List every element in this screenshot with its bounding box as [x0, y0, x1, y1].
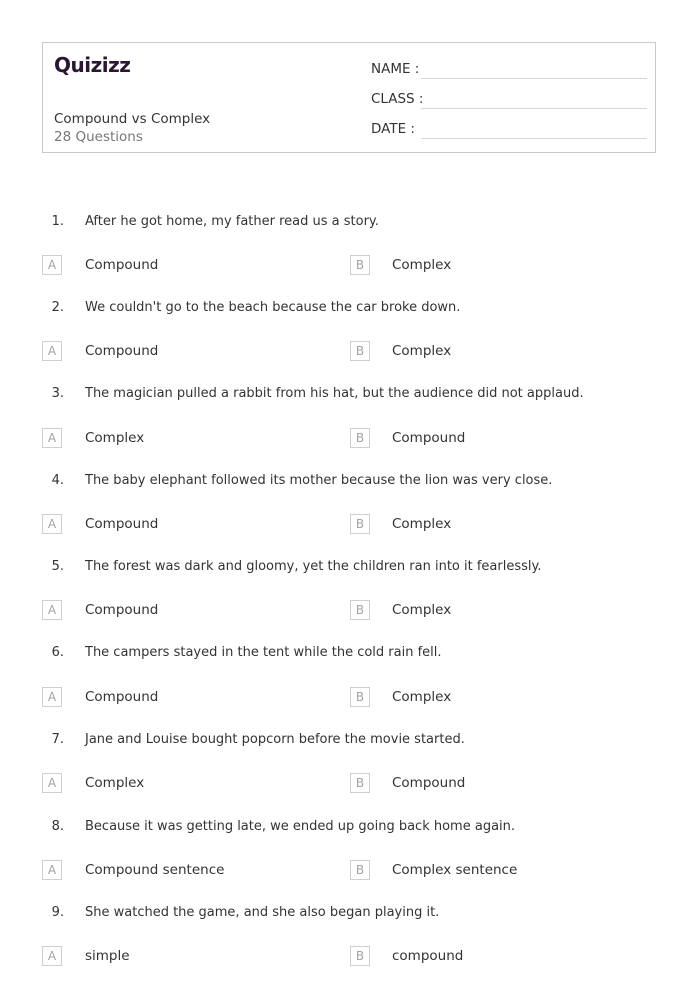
question-text: Jane and Louise bought popcorn before the movie started. [85, 732, 465, 747]
option-b-text[interactable]: Complex [392, 689, 452, 705]
question-text: The baby elephant followed its mother because the lion was very close. [85, 473, 553, 488]
question-text: The magician pulled a rabbit from his hat, but the audience did not applaud. [85, 386, 584, 401]
option-a-box[interactable]: A [42, 946, 62, 966]
option-a-box[interactable]: A [42, 514, 62, 534]
question-text: She watched the game, and she also began playing it. [85, 905, 440, 920]
option-b-text[interactable]: Complex [392, 257, 452, 273]
option-a-text[interactable]: Complex [85, 430, 145, 446]
question-number: 8. [51, 819, 64, 834]
option-b-box[interactable]: B [350, 514, 370, 534]
option-a-text[interactable]: Compound [85, 602, 159, 618]
worksheet-header [42, 42, 656, 153]
name-field[interactable] [371, 61, 647, 81]
option-b-text[interactable]: compound [392, 948, 464, 964]
option-a-text[interactable]: simple [85, 948, 130, 964]
option-a-text[interactable]: Compound [85, 343, 159, 359]
option-a-text[interactable]: Compound [85, 257, 159, 273]
question-number: 2. [51, 300, 64, 315]
name-line[interactable] [421, 78, 647, 79]
option-a-text[interactable]: Compound sentence [85, 862, 225, 878]
option-b-text[interactable]: Complex [392, 602, 452, 618]
quizizz-logo: Quizizz [54, 53, 131, 77]
option-a-box[interactable]: A [42, 687, 62, 707]
question-text: We couldn't go to the beach because the car broke down. [85, 300, 461, 315]
question-number: 1. [51, 214, 64, 229]
question-number: 6. [51, 645, 64, 660]
option-b-text[interactable]: Complex sentence [392, 862, 518, 878]
option-a-box[interactable]: A [42, 428, 62, 448]
option-b-box[interactable]: B [350, 341, 370, 361]
option-b-text[interactable]: Complex [392, 343, 452, 359]
option-a-text[interactable]: Complex [85, 775, 145, 791]
option-b-box[interactable]: B [350, 773, 370, 793]
date-field[interactable] [371, 121, 647, 141]
class-line[interactable] [421, 108, 647, 109]
question-text: After he got home, my father read us a story. [85, 214, 379, 229]
option-b-box[interactable]: B [350, 600, 370, 620]
option-b-box[interactable]: B [350, 687, 370, 707]
option-a-box[interactable]: A [42, 600, 62, 620]
class-field[interactable] [371, 91, 647, 111]
class-label: CLASS : [371, 91, 424, 107]
option-b-box[interactable]: B [350, 255, 370, 275]
option-b-text[interactable]: Compound [392, 430, 466, 446]
option-b-box[interactable]: B [350, 860, 370, 880]
option-a-box[interactable]: A [42, 341, 62, 361]
option-b-text[interactable]: Compound [392, 775, 466, 791]
question-count: 28 Questions [54, 129, 143, 145]
option-a-box[interactable]: A [42, 860, 62, 880]
worksheet-title: Compound vs Complex [54, 111, 211, 127]
option-b-text[interactable]: Complex [392, 516, 452, 532]
date-label: DATE : [371, 121, 415, 137]
question-number: 7. [51, 732, 64, 747]
question-text: Because it was getting late, we ended up going back home again. [85, 819, 516, 834]
question-number: 4. [51, 473, 64, 488]
option-a-text[interactable]: Compound [85, 516, 159, 532]
question-number: 9. [51, 905, 64, 920]
option-b-box[interactable]: B [350, 428, 370, 448]
question-number: 5. [51, 559, 64, 574]
date-line[interactable] [421, 138, 647, 139]
option-b-box[interactable]: B [350, 946, 370, 966]
option-a-box[interactable]: A [42, 255, 62, 275]
name-label: NAME : [371, 61, 420, 77]
question-number: 3. [51, 386, 64, 401]
question-text: The forest was dark and gloomy, yet the children ran into it fearlessly. [85, 559, 542, 574]
option-a-text[interactable]: Compound [85, 689, 159, 705]
option-a-box[interactable]: A [42, 773, 62, 793]
question-text: The campers stayed in the tent while the cold rain fell. [85, 645, 442, 660]
